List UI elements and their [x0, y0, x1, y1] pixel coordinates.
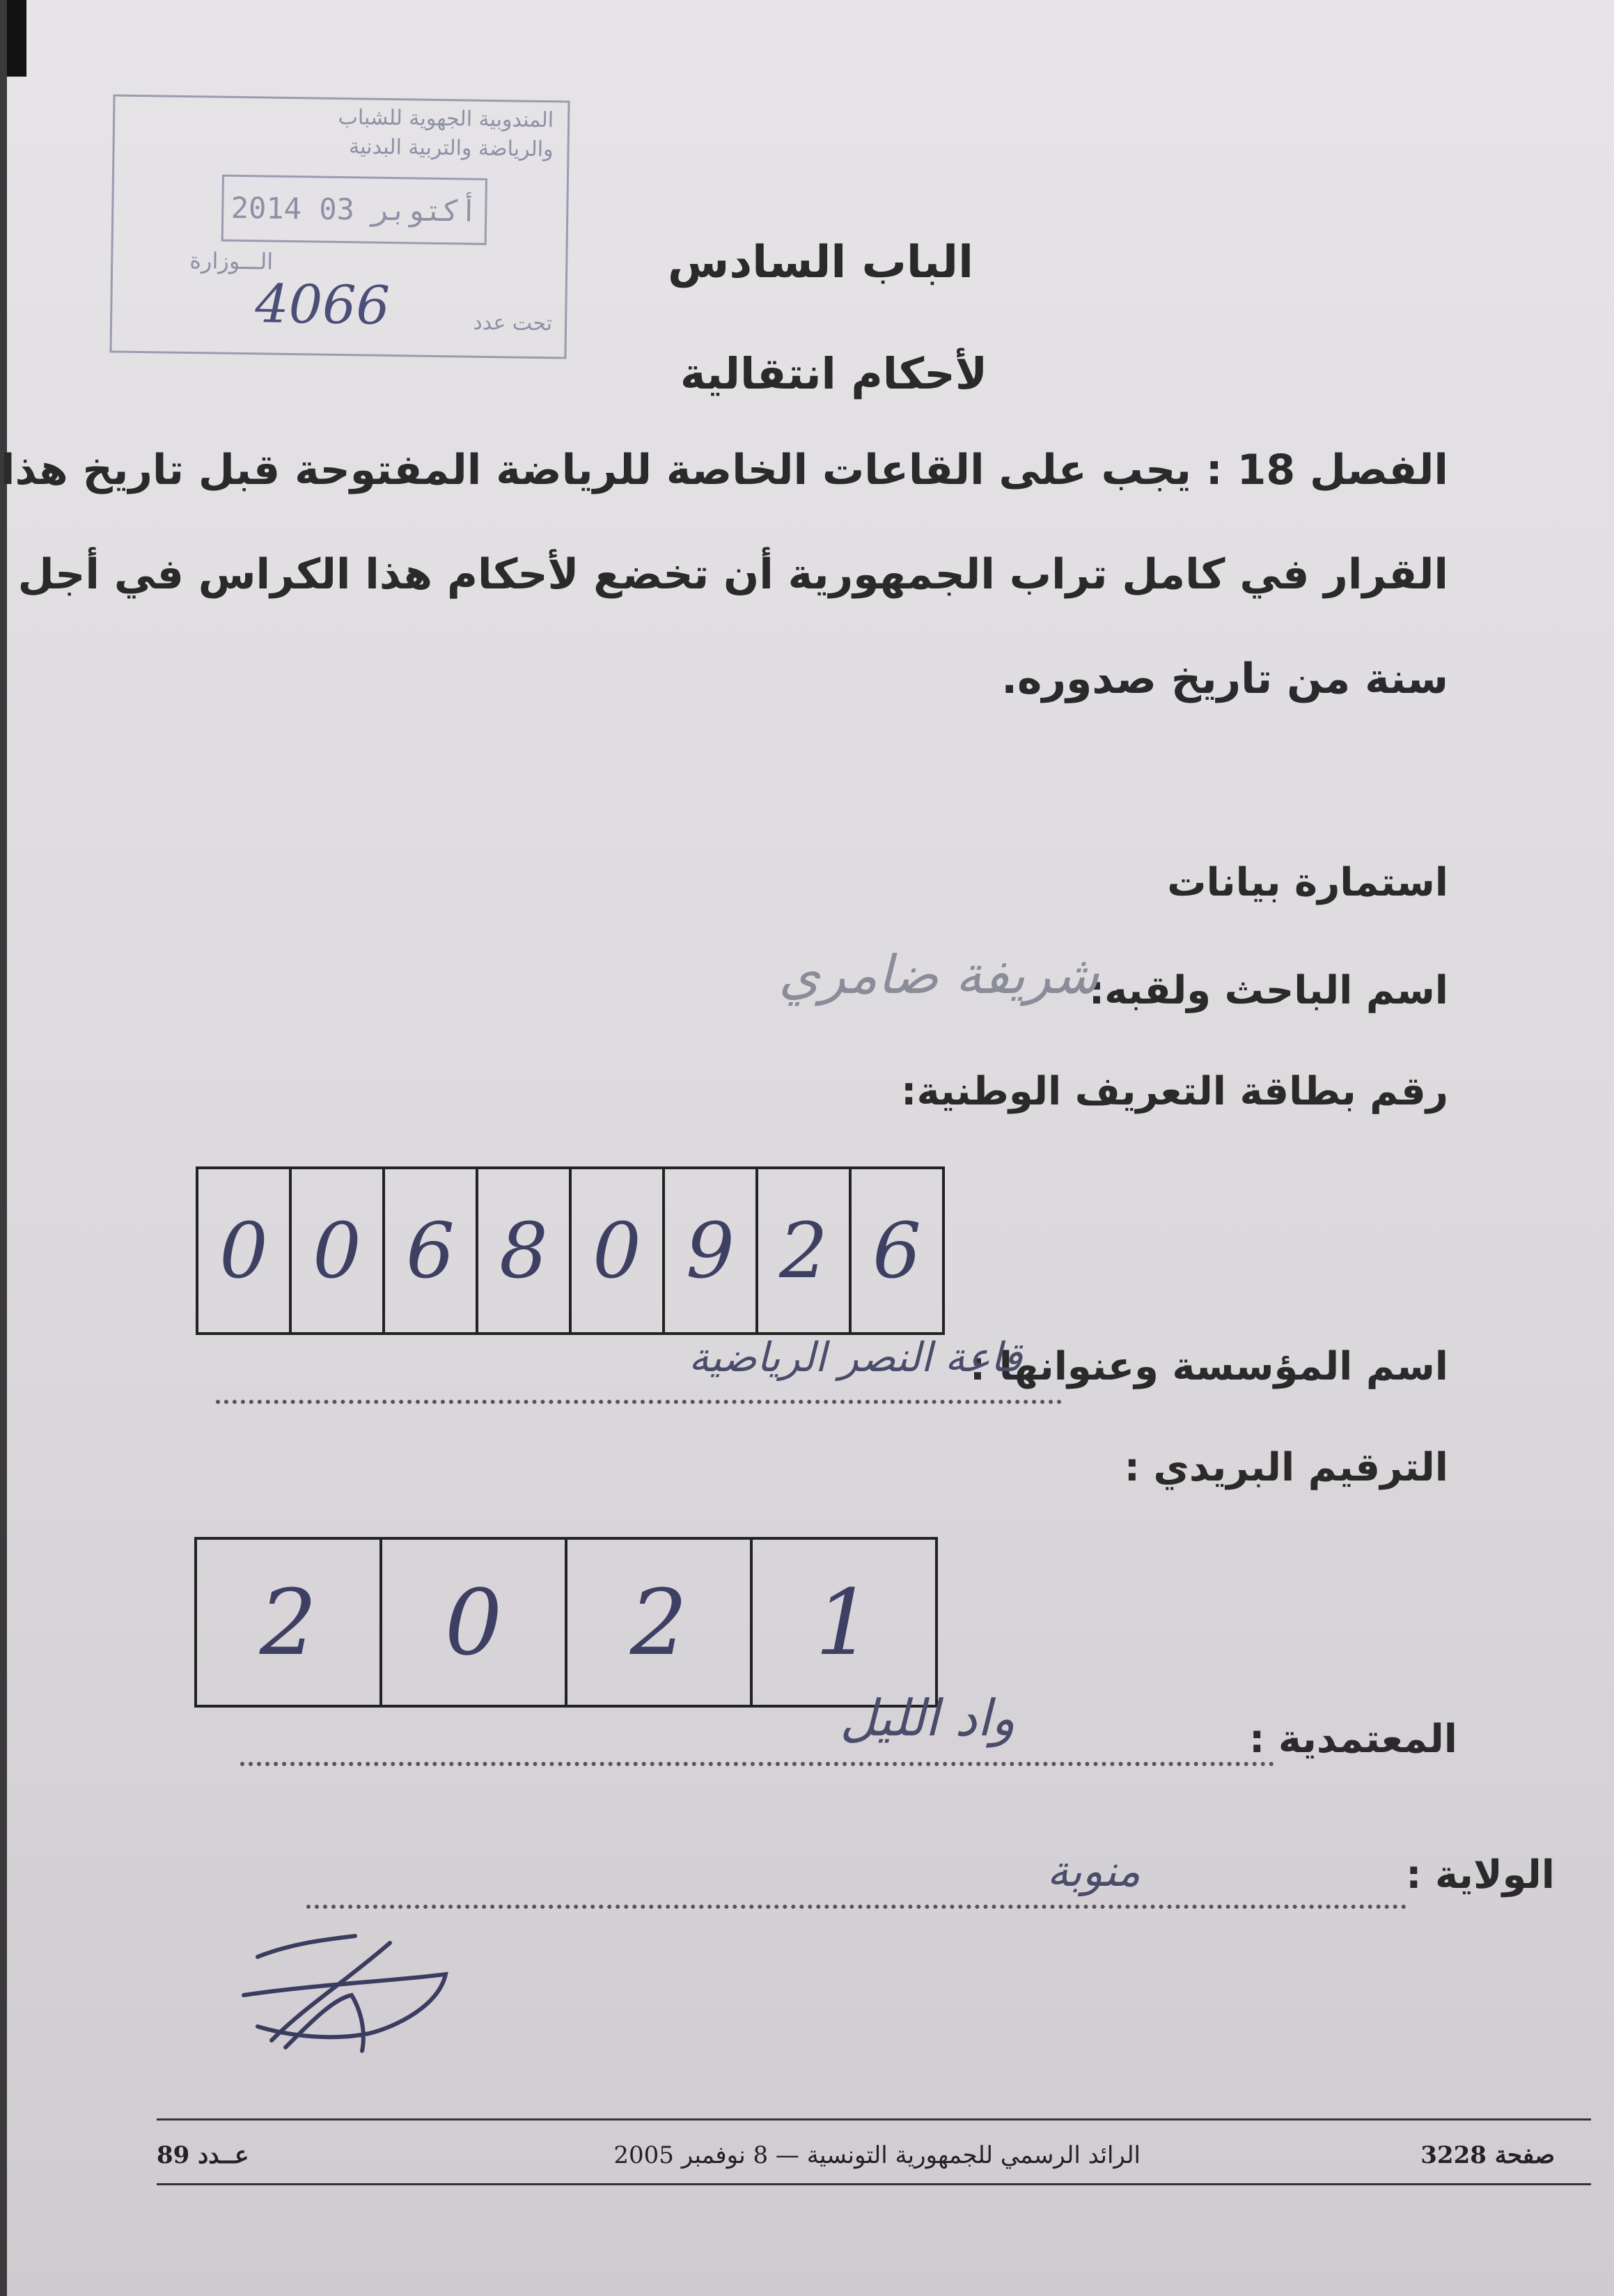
institution-dotted-line [216, 1400, 1062, 1404]
researcher-name-value: شريفة ضامري [778, 944, 1099, 1006]
postal-digit-box: 0 [379, 1537, 567, 1708]
postal-code-label: الترقيم البريدي : [1124, 1445, 1448, 1490]
national-id-label: رقم بطاقة التعريف الوطنية: [901, 1069, 1448, 1114]
footer-rule-bottom [157, 2183, 1591, 2185]
id-digit-box: 8 [476, 1166, 572, 1335]
chapter-title: الباب السادس [668, 237, 973, 288]
chapter-subtitle: لأحكام انتقالية [680, 348, 987, 399]
footer-rule-top [157, 2118, 1591, 2121]
id-digit-box: 6 [382, 1166, 478, 1335]
stamp-date: 2014 أكتوبر 03 [221, 175, 487, 245]
article-line-3: سنة من تاريخ صدوره. [1001, 655, 1448, 703]
stamp-handwritten-number: 4066 [254, 272, 391, 337]
id-digit-box: 6 [849, 1166, 945, 1335]
postal-digit-box: 1 [750, 1537, 938, 1708]
scan-edge-shadow [7, 0, 26, 77]
reception-stamp [109, 94, 570, 359]
form-title: استمارة بيانات [1167, 860, 1448, 905]
stamp-under-number-label: تحت عدد [473, 310, 553, 336]
id-digit-box: 0 [196, 1166, 292, 1335]
delegation-dotted-line [240, 1762, 1274, 1766]
delegation-value: واد الليل [840, 1689, 1015, 1747]
postal-code-boxes [197, 1537, 938, 1708]
institution-label: اسم المؤسسة وعنوانها : [969, 1344, 1448, 1389]
id-digit-box: 9 [662, 1166, 758, 1335]
footer-issue: عــدد 89 [157, 2141, 249, 2169]
postal-digit-box: 2 [194, 1537, 382, 1708]
footer-page-number: صفحة 3228 [1420, 2141, 1555, 2169]
governorate-dotted-line [306, 1905, 1407, 1909]
delegation-label: المعتمدية : [1248, 1717, 1457, 1762]
stamp-line-1: المندوبية الجهوية للشباب [338, 104, 554, 133]
id-digit-box: 0 [289, 1166, 385, 1335]
id-digit-box: 2 [755, 1166, 852, 1335]
governorate-label: الولاية : [1406, 1852, 1555, 1898]
institution-value: قاعة النصر الرياضية [688, 1334, 1022, 1381]
researcher-name-label: اسم الباحث ولقبه: [1088, 968, 1448, 1013]
stamp-ministry: الـــوزارة [189, 247, 274, 275]
footer-journal: الرائد الرسمي للجمهورية التونسية — 8 نوفمبر 2005 [613, 2141, 1141, 2169]
signature [230, 1929, 460, 2068]
id-digit-box: 0 [569, 1166, 665, 1335]
article-line-2: القرار في كامل تراب الجمهورية أن تخضع لأحكام هذا الكراس في أجل [17, 550, 1448, 599]
stamp-line-2: والرياضة والتربية البدنية [348, 134, 554, 162]
governorate-value: منوبة [1047, 1845, 1141, 1896]
national-id-boxes [198, 1166, 945, 1335]
article-line-1: الفصل 18 : يجب على القاعات الخاصة للرياضة المفتوحة قبل تاريخ هذا [0, 446, 1448, 494]
postal-digit-box: 2 [565, 1537, 753, 1708]
